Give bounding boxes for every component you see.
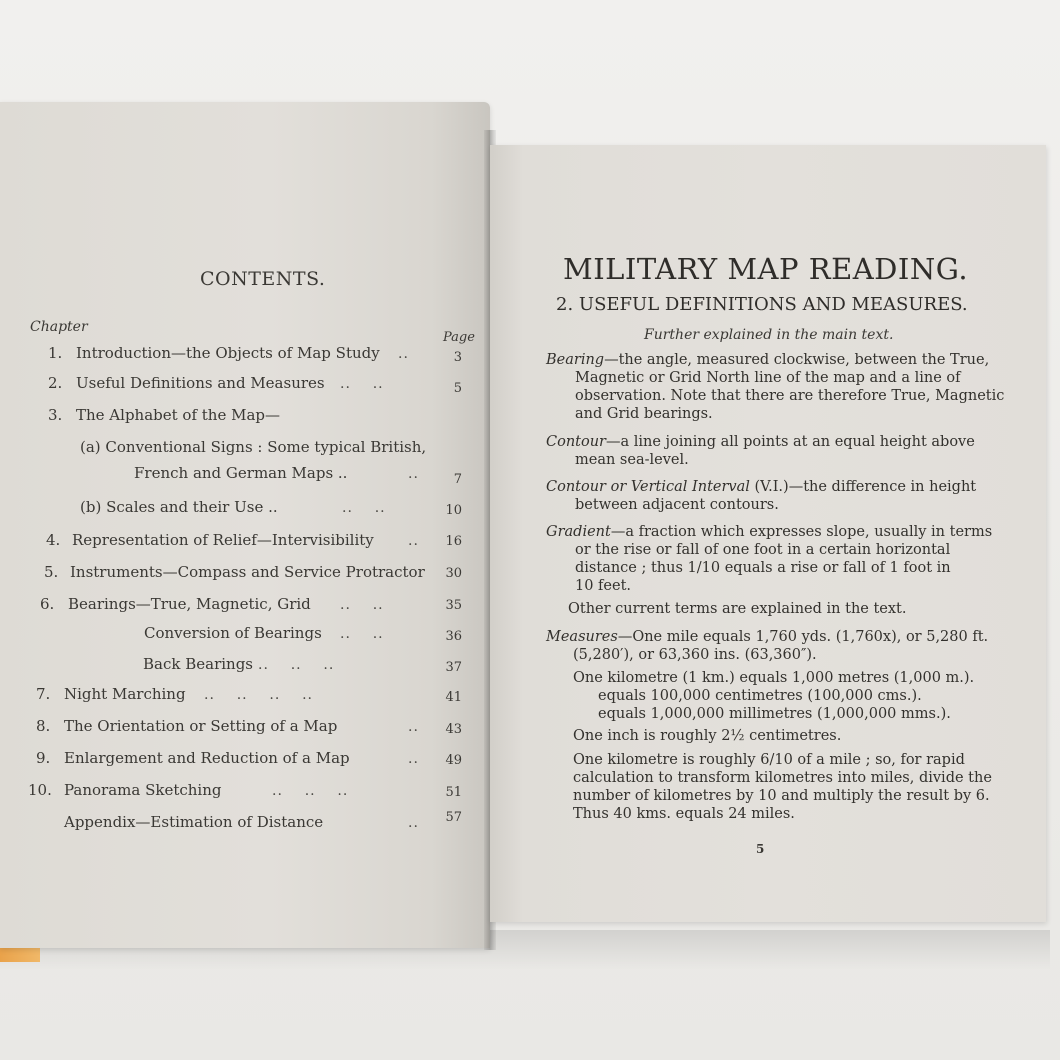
definition-measures: [546, 628, 988, 664]
toc-leader: ..: [408, 466, 419, 482]
definition-text: equals 1,000,000 millimetres (1,000,000 mms.).: [598, 706, 951, 722]
toc-title: Useful Definitions and Measures: [76, 374, 325, 392]
definition-text: (5,280′), or 63,360 ins. (63,360″).: [573, 647, 817, 663]
toc-leader: ..: [398, 346, 409, 362]
definition-text: (V.I.)—the difference in height: [749, 479, 977, 495]
definition-text: observation. Note that there are therefore True, Magnetic: [575, 388, 1005, 404]
page-title: MILITARY MAP READING.: [563, 252, 969, 286]
definition-gradient: [546, 523, 992, 595]
definition-text: number of kilometres by 10 and multiply the result by 6.: [573, 788, 990, 804]
toc-title: (b) Scales and their Use ..: [80, 498, 278, 516]
term-label: Measures: [546, 629, 618, 645]
definition-text: between adjacent contours.: [575, 497, 779, 513]
toc-page-number: 37: [445, 660, 462, 675]
definition-vertical-interval: [546, 478, 976, 514]
toc-title: Instruments—Compass and Service Protractor: [70, 563, 425, 581]
definition-contour: [546, 433, 975, 469]
toc-title: Bearings—True, Magnetic, Grid: [68, 595, 311, 613]
definition-bearing: [546, 351, 1004, 423]
toc-number: 6.: [40, 595, 55, 613]
toc-page-number: 16: [445, 534, 462, 549]
definition-text: distance ; thus 1/10 equals a rise or fall of 1 foot in: [575, 560, 951, 576]
toc-title: Night Marching: [64, 685, 186, 703]
definition-text: One kilometre (1 km.) equals 1,000 metres (1,000 m.).: [573, 670, 975, 686]
conversion-paragraph: [573, 751, 992, 823]
toc-leader: ..: [408, 815, 419, 831]
toc-title: French and German Maps ..: [134, 464, 348, 482]
toc-number: 10.: [28, 781, 52, 799]
toc-page-number: 43: [445, 722, 462, 737]
toc-title: (a) Conventional Signs : Some typical British,: [80, 438, 427, 456]
definition-text: equals 100,000 centimetres (100,000 cms.).: [598, 688, 922, 704]
definition-text: One kilometre is roughly 6/10 of a mile ; so, for rapid: [573, 752, 965, 768]
toc-page-number: 51: [445, 785, 462, 800]
kilometre-block: [573, 669, 974, 723]
toc-leader: ..: [408, 719, 419, 735]
toc-leader: .. .. ..: [258, 657, 335, 673]
toc-page-number: 30: [445, 566, 462, 581]
toc-leader: .. ..: [340, 597, 384, 613]
toc-title: The Orientation or Setting of a Map: [64, 717, 338, 735]
page-number: 5: [756, 842, 765, 856]
toc-number: 1.: [48, 344, 63, 362]
toc-page-number: 7: [453, 472, 462, 487]
term-label: Bearing: [546, 352, 605, 368]
definition-text: —a fraction which expresses slope, usually in terms: [610, 524, 993, 540]
toc-title: The Alphabet of the Map—: [76, 406, 281, 424]
term-label: Contour or Vertical Interval: [546, 479, 750, 495]
toc-number: 5.: [44, 563, 59, 581]
toc-page-number: 49: [445, 753, 462, 768]
toc-title: Conversion of Bearings: [144, 624, 322, 642]
other-terms-note: Other current terms are explained in the text.: [568, 601, 907, 617]
toc-title: Back Bearings: [143, 655, 253, 673]
toc-leader: .. ..: [340, 376, 384, 392]
toc-leader: .. ..: [342, 500, 386, 516]
toc-leader: .. .. .. ..: [204, 687, 314, 703]
toc-title: Panorama Sketching: [64, 781, 222, 799]
term-label: Gradient: [546, 524, 611, 540]
definition-text: Magnetic or Grid North line of the map and a line of: [575, 370, 961, 386]
toc-number: 3.: [48, 406, 63, 424]
definition-text: 10 feet.: [575, 578, 632, 594]
toc-title: Representation of Relief—Intervisibility: [72, 531, 374, 549]
definition-text: —the angle, measured clockwise, between the True,: [604, 352, 990, 368]
toc-number: 4.: [46, 531, 61, 549]
definition-text: or the rise or fall of one foot in a certain horizontal: [575, 542, 951, 558]
toc-number: 7.: [36, 685, 51, 703]
definition-text: —a line joining all points at an equal height above: [606, 434, 975, 450]
inch-note: One inch is roughly 2½ centimetres.: [573, 728, 842, 744]
toc-page-number: 5: [453, 381, 462, 396]
toc-number: 8.: [36, 717, 51, 735]
toc-number: 9.: [36, 749, 51, 767]
definition-text: Thus 40 kms. equals 24 miles.: [573, 806, 795, 822]
toc-title: Appendix—Estimation of Distance: [64, 813, 324, 831]
definition-text: mean sea-level.: [575, 452, 689, 468]
toc-page-number: 57: [445, 810, 462, 825]
definition-text: calculation to transform kilometres into miles, divide the: [573, 770, 992, 786]
chapter-label: Chapter: [30, 319, 88, 335]
toc-number: 2.: [48, 374, 63, 392]
toc-page-number: 41: [445, 690, 462, 705]
toc-leader: .. ..: [340, 626, 384, 642]
toc-page-number: 10: [445, 503, 462, 518]
toc-leader: ..: [408, 533, 419, 549]
toc-page-number: 35: [445, 598, 462, 613]
toc-leader: ..: [408, 751, 419, 767]
section-note: Further explained in the main text.: [644, 327, 894, 343]
definition-text: and Grid bearings.: [575, 406, 713, 422]
definition-text: —One mile equals 1,760 yds. (1,760x), or 5,280 ft.: [617, 629, 989, 645]
page-label: Page: [443, 330, 475, 345]
toc-title: Enlargement and Reduction of a Map: [64, 749, 350, 767]
contents-heading: CONTENTS.: [200, 268, 326, 290]
toc-page-number: 36: [445, 629, 462, 644]
toc-page-number: 3: [453, 350, 462, 365]
toc-leader: .. .. ..: [272, 783, 349, 799]
toc-title: Introduction—the Objects of Map Study: [76, 344, 380, 362]
section-heading: 2. USEFUL DEFINITIONS AND MEASURES.: [556, 294, 968, 315]
term-label: Contour: [546, 434, 606, 450]
